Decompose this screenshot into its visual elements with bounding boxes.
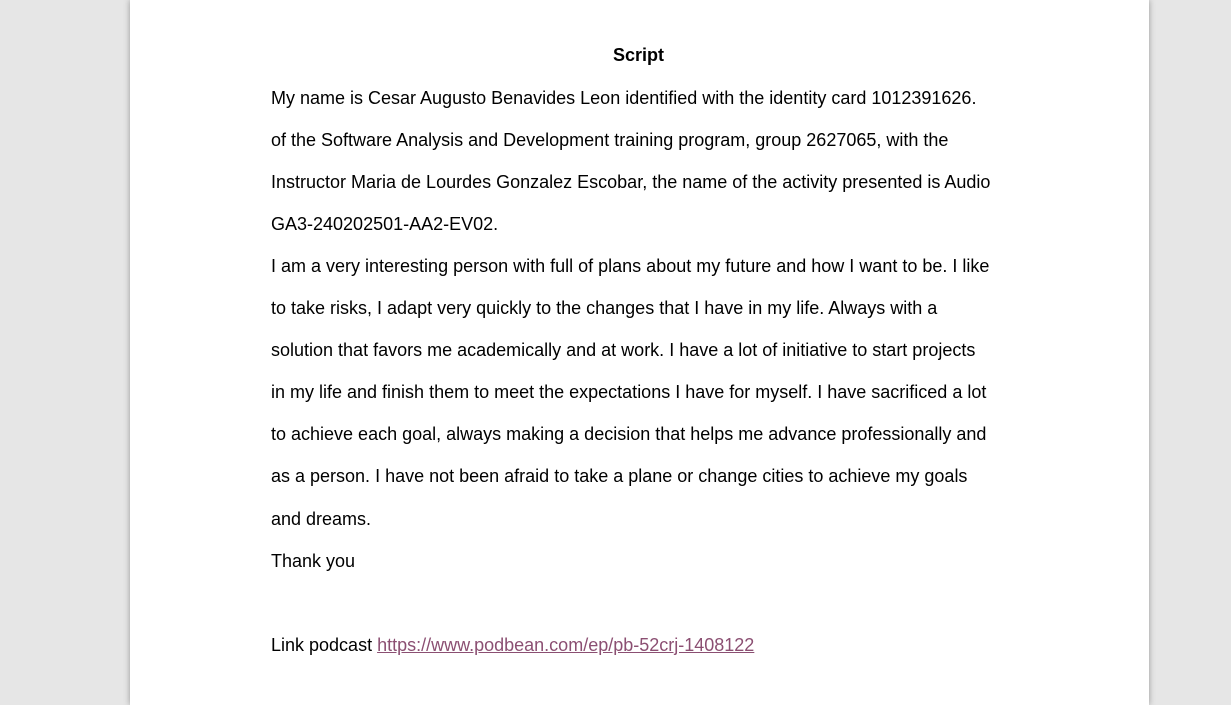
paragraph-about	[271, 245, 1011, 540]
thank-you-text: Thank you	[271, 551, 356, 571]
podcast-link-line	[271, 624, 754, 666]
paragraph-intro	[271, 77, 1011, 245]
paragraph-line: My name is Cesar Augusto Benavides Leon identified with the identity card 1012391626.	[271, 88, 977, 108]
paragraph-line: to achieve each goal, always making a decision that helps me advance professionally and	[271, 424, 987, 445]
podcast-link[interactable]: https://www.podbean.com/ep/pb-52crj-1408122	[377, 635, 755, 655]
paragraph-line: I am a very interesting person with full of plans about my future and how I want to be. I like	[271, 256, 990, 276]
paragraph-line: solution that favors me academically and at work. I have a lot of initiative to start projects	[271, 340, 976, 361]
document-page	[130, 0, 1149, 705]
paragraph-line: Instructor Maria de Lourdes Gonzalez Escobar, the name of the activity presented is Audio	[271, 172, 991, 193]
paragraph-line: GA3-240202501-AA2-EV02.	[271, 214, 499, 235]
paragraph-line: as a person. I have not been afraid to take a plane or change cities to achieve my goals	[271, 466, 968, 487]
paragraph-line: to take risks, I adapt very quickly to the changes that I have in my life. Always with a	[271, 298, 938, 319]
podcast-link-label: Link podcast	[271, 635, 378, 655]
paragraph-line: of the Software Analysis and Development training program, group 2627065, with the	[271, 130, 949, 151]
paragraph-line: in my life and finish them to meet the expectations I have for myself. I have sacrificed a lot	[271, 382, 987, 403]
document-title: Script	[612, 45, 664, 65]
paragraph-line: and dreams.	[271, 508, 372, 529]
